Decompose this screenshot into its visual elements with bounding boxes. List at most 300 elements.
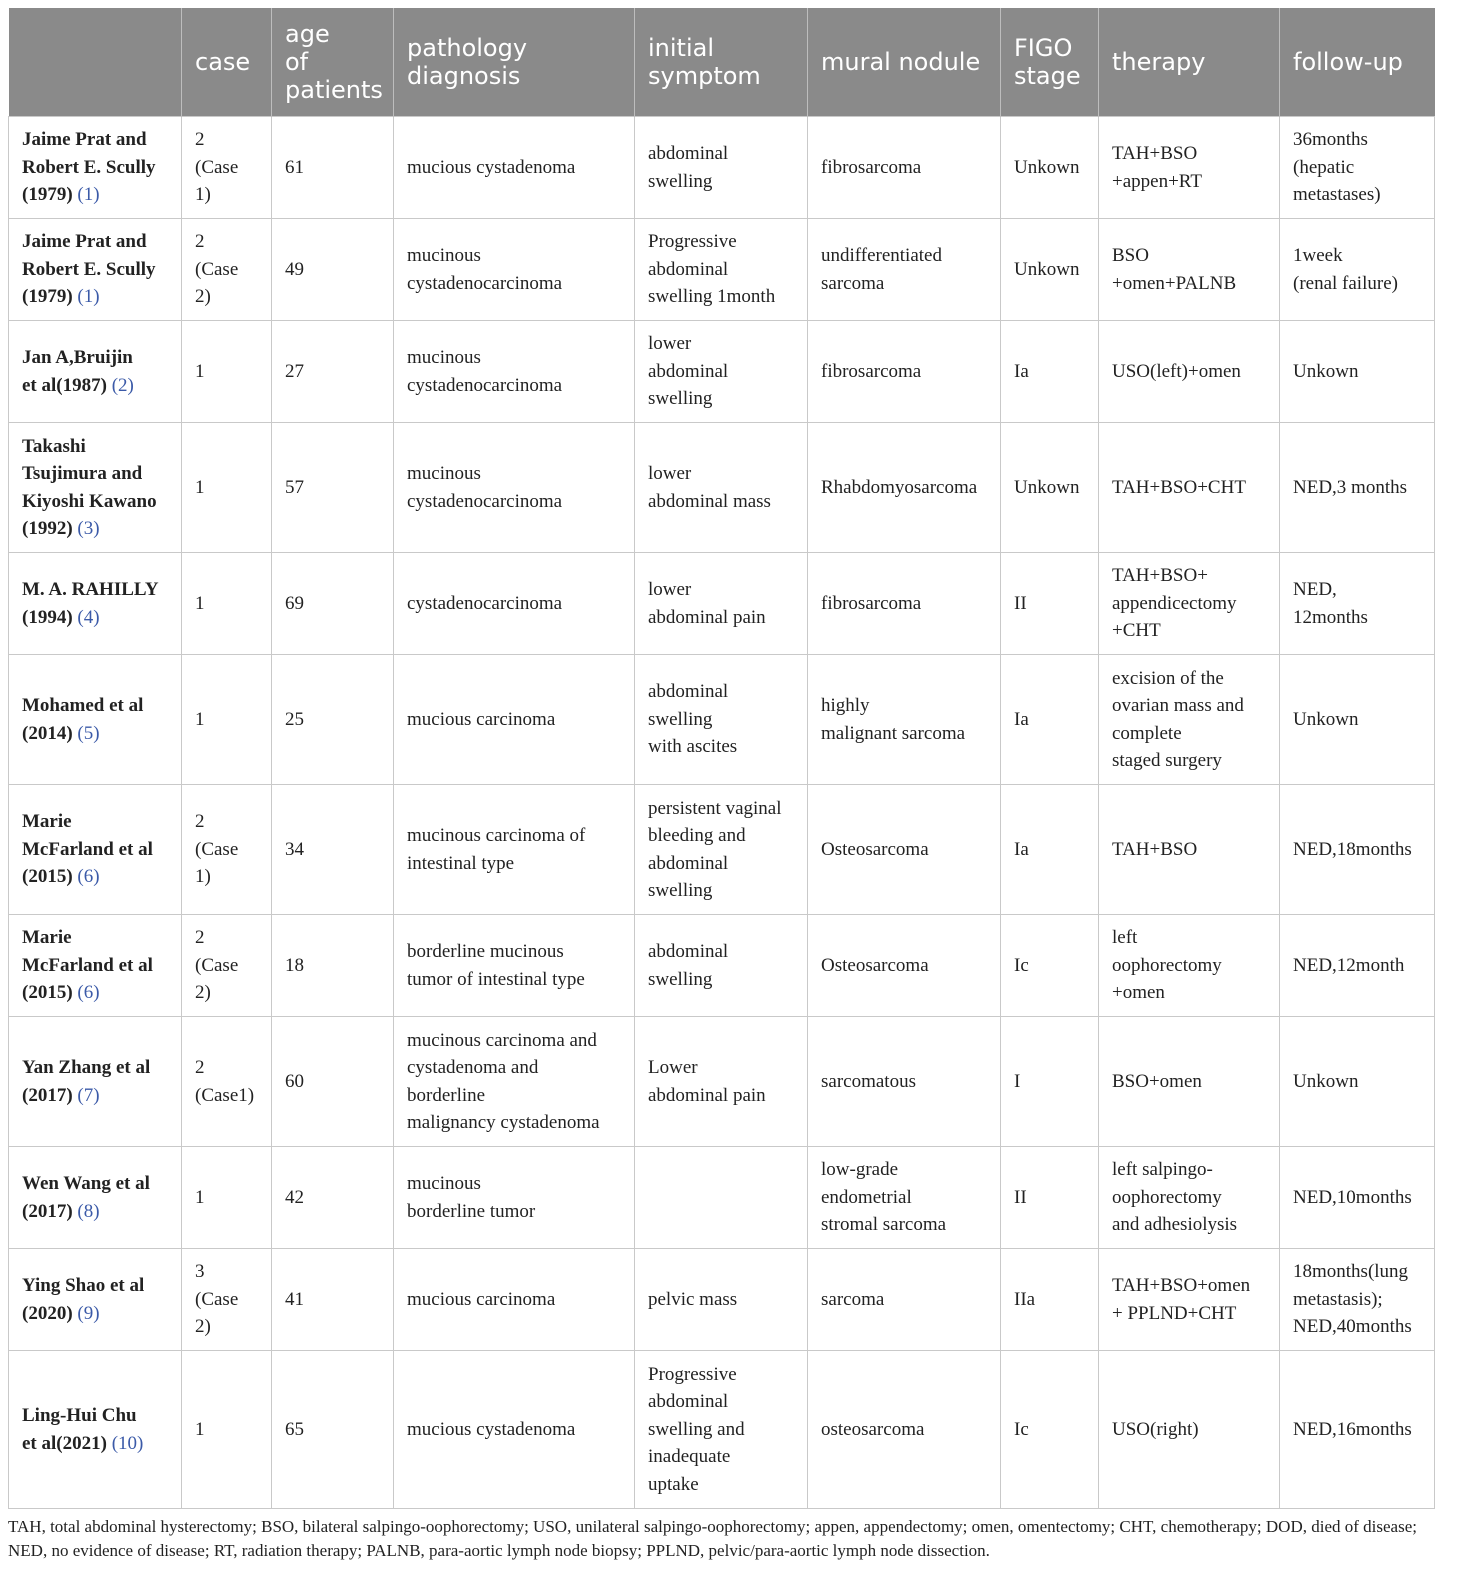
cell-text-line: 2: [195, 811, 205, 833]
cell-text-line: (renal failure): [1293, 272, 1398, 294]
cell-text-line: osteosarcoma: [821, 1418, 925, 1440]
cell-followup: [1280, 553, 1435, 655]
cell-pathology: [394, 915, 635, 1017]
study-text: et al(2021): [22, 1432, 112, 1454]
study-line: [22, 460, 168, 488]
cell-pathology: [394, 1249, 635, 1351]
cell-text-line: Progressive: [648, 1363, 737, 1385]
table-wrapper: [8, 8, 1434, 1563]
cell-text-line: 65: [285, 1418, 304, 1440]
cell-text-line: pelvic mass: [648, 1288, 738, 1310]
cell-text-line: mucinous: [407, 463, 481, 484]
cell-text-line: +CHT: [1112, 620, 1161, 642]
cell-text-line: cystadenocarcinoma: [407, 272, 563, 294]
table-row: [9, 1147, 1435, 1249]
cell-text-line: tumor of intestinal type: [407, 968, 585, 990]
cell-age: [272, 1017, 394, 1147]
study-line: [22, 1402, 168, 1430]
header-pathology: [394, 8, 635, 117]
cell-text-line: NED,10months: [1293, 1186, 1412, 1208]
study-line: [22, 808, 168, 836]
study-text: (1994): [22, 606, 78, 628]
cell-pathology: [394, 1351, 635, 1509]
cell-therapy: [1099, 1249, 1280, 1351]
study-line: [22, 228, 168, 256]
cell-text-line: mural nodule: [821, 48, 981, 76]
cell-study: [9, 785, 182, 915]
cell-text-line: abdominal: [648, 258, 729, 280]
cell-nodule: [808, 553, 1001, 655]
cell-age: [272, 915, 394, 1017]
cell-text-line: Ia: [1014, 838, 1029, 860]
cell-text-line: Unkown: [1293, 360, 1359, 382]
cell-text-line: 60: [285, 1070, 304, 1092]
cell-study: [9, 1147, 182, 1249]
cell-text-line: II: [1014, 1186, 1027, 1208]
reference-link[interactable]: (10): [111, 1432, 144, 1454]
cell-text-line: (Case1): [195, 1084, 255, 1106]
cell-text-line: sarcoma: [821, 272, 885, 294]
cell-figo: [1001, 1017, 1099, 1147]
cell-text-line: stromal sarcoma: [821, 1214, 947, 1236]
cell-age: [272, 1249, 394, 1351]
cell-text-line: 1: [195, 708, 205, 730]
study-line: [22, 1300, 168, 1328]
study-text: Jan A,Bruijin: [22, 347, 133, 368]
cell-case: [182, 785, 272, 915]
cell-text-line: 36months: [1293, 129, 1368, 151]
cell-text-line: stage: [1014, 62, 1081, 90]
reference-link[interactable]: (7): [77, 1084, 100, 1106]
study-text: (1992): [22, 518, 78, 539]
study-line: [22, 433, 168, 461]
cell-text-line: abdominal: [648, 143, 729, 164]
cell-text-line: 1: [195, 1186, 205, 1208]
cell-text-line: TAH+BSO: [1112, 838, 1198, 860]
cell-text-line: +appen+RT: [1112, 170, 1202, 192]
cell-text-line: intestinal type: [407, 852, 515, 874]
cell-figo: [1001, 219, 1099, 321]
cell-text-line: of: [285, 48, 309, 76]
header-nodule: [808, 8, 1001, 117]
cell-nodule: [808, 1147, 1001, 1249]
cell-text-line: NED,3 months: [1293, 476, 1407, 498]
table-row: [9, 655, 1435, 785]
cell-text-line: abdominal mass: [648, 490, 771, 512]
cell-text-line: Lower: [648, 1057, 698, 1078]
cell-therapy: [1099, 219, 1280, 321]
study-line: [22, 283, 168, 311]
table-row: [9, 1249, 1435, 1351]
study-text: Robert E. Scully: [22, 156, 156, 178]
cell-text-line: NED,16months: [1293, 1418, 1412, 1440]
cell-text-line: 41: [285, 1288, 304, 1310]
cell-text-line: 69: [285, 592, 304, 614]
cell-therapy: [1099, 1147, 1280, 1249]
cell-text-line: appendicectomy: [1112, 592, 1237, 614]
cell-text-line: malignant sarcoma: [821, 722, 966, 744]
cell-text-line: 1): [195, 184, 211, 206]
study-text: Wen Wang et al: [22, 1173, 150, 1194]
cell-case: [182, 321, 272, 423]
header-age: [272, 8, 394, 117]
cell-text-line: 3: [195, 1261, 205, 1283]
cell-text-line: abdominal: [648, 681, 729, 703]
cell-text-line: NED,: [1293, 579, 1337, 600]
cell-text-line: cystadenocarcinoma: [407, 490, 563, 512]
cell-text-line: 1: [195, 360, 205, 382]
cell-text-line: fibrosarcoma: [821, 156, 922, 178]
cell-nodule: [808, 915, 1001, 1017]
reference-link[interactable]: (8): [77, 1200, 100, 1222]
cell-figo: [1001, 655, 1099, 785]
study-text: Takashi: [22, 435, 86, 457]
cell-age: [272, 785, 394, 915]
cell-case: [182, 1017, 272, 1147]
reference-link[interactable]: (5): [77, 722, 100, 744]
cell-text-line: (Case: [195, 258, 239, 280]
cell-case: [182, 1249, 272, 1351]
cell-text-line: BSO+omen: [1112, 1070, 1202, 1092]
cell-text-line: lower: [648, 333, 692, 355]
study-line: [22, 488, 168, 516]
study-text: Jaime Prat and: [22, 129, 147, 151]
cell-text-line: ovarian mass and: [1112, 695, 1244, 716]
cell-therapy: [1099, 915, 1280, 1017]
study-line: [22, 256, 168, 284]
cell-nodule: [808, 423, 1001, 553]
reference-link[interactable]: (3): [77, 518, 100, 539]
study-text: Marie: [22, 811, 72, 833]
cell-text-line: diagnosis: [407, 62, 521, 90]
cell-text-line: (hepatic: [1293, 156, 1355, 178]
cell-study: [9, 219, 182, 321]
reference-link[interactable]: (1): [77, 286, 100, 308]
reference-link[interactable]: (6): [77, 866, 100, 888]
cell-text-line: persistent vaginal: [648, 797, 782, 819]
cell-text-line: FIGO: [1014, 34, 1073, 62]
cell-figo: [1001, 321, 1099, 423]
cell-case: [182, 915, 272, 1017]
study-text: et al(1987): [22, 374, 112, 396]
cell-pathology: [394, 655, 635, 785]
header-figo: [1001, 8, 1099, 117]
cell-text-line: mucinous: [407, 245, 481, 266]
table-row: [9, 915, 1435, 1017]
cell-nodule: [808, 117, 1001, 219]
cell-symptom: [635, 1017, 808, 1147]
cell-text-line: excision of the: [1112, 667, 1224, 689]
cell-text-line: 1week: [1293, 245, 1343, 266]
cell-text-line: swelling: [648, 880, 713, 901]
cell-text-line: 2: [195, 129, 205, 151]
header-therapy: [1099, 8, 1280, 117]
cell-text-line: mucious cystadenoma: [407, 1418, 576, 1440]
cell-text-line: bleeding and: [648, 825, 746, 846]
study-text: (2017): [22, 1200, 78, 1222]
cell-text-line: Ia: [1014, 708, 1029, 730]
study-line: [22, 604, 168, 632]
cell-text-line: left salpingo-: [1112, 1159, 1213, 1181]
cell-text-line: undifferentiated: [821, 245, 942, 266]
cell-text-line: age: [285, 20, 330, 48]
study-text: (1979): [22, 184, 78, 206]
cell-text-line: Osteosarcoma: [821, 838, 929, 860]
study-line: [22, 576, 168, 604]
table-row: [9, 321, 1435, 423]
cell-text-line: NED,18months: [1293, 838, 1412, 860]
cell-case: [182, 219, 272, 321]
cell-text-line: mucinous: [407, 347, 481, 368]
cell-followup: [1280, 117, 1435, 219]
cell-text-line: TAH+BSO+CHT: [1112, 476, 1246, 498]
cell-text-line: 61: [285, 156, 304, 178]
header-symptom: [635, 8, 808, 117]
reference-link[interactable]: (6): [77, 982, 100, 1004]
cell-text-line: patients: [285, 76, 383, 104]
cell-text-line: malignancy cystadenoma: [407, 1112, 600, 1133]
study-line: [22, 1272, 168, 1300]
cell-text-line: sarcoma: [821, 1288, 885, 1310]
cell-study: [9, 1017, 182, 1147]
study-line: [22, 126, 168, 154]
cell-figo: [1001, 1249, 1099, 1351]
cell-figo: [1001, 785, 1099, 915]
cell-text-line: with ascites: [648, 736, 738, 758]
cell-text-line: metastasis);: [1293, 1288, 1383, 1310]
cell-age: [272, 423, 394, 553]
cell-figo: [1001, 915, 1099, 1017]
reference-link[interactable]: (1): [77, 184, 100, 206]
cell-age: [272, 219, 394, 321]
cell-text-line: inadequate: [648, 1446, 731, 1468]
cell-followup: [1280, 1147, 1435, 1249]
study-line: [22, 1170, 168, 1198]
cell-text-line: Unkown: [1293, 1070, 1359, 1092]
cell-text-line: metastases): [1293, 184, 1381, 206]
cell-text-line: 2: [195, 231, 205, 253]
cell-text-line: 2): [195, 982, 211, 1004]
cell-therapy: [1099, 553, 1280, 655]
study-text: McFarland et al: [22, 838, 153, 860]
study-text: M. A. RAHILLY: [22, 579, 159, 600]
cell-text-line: and adhesiolysis: [1112, 1214, 1238, 1236]
cell-case: [182, 117, 272, 219]
cell-therapy: [1099, 785, 1280, 915]
cell-age: [272, 553, 394, 655]
cell-text-line: left: [1112, 927, 1138, 949]
study-line: [22, 692, 168, 720]
study-text: Kiyoshi Kawano: [22, 490, 157, 512]
cell-text-line: I: [1014, 1070, 1021, 1092]
cell-followup: [1280, 1249, 1435, 1351]
cell-pathology: [394, 1147, 635, 1249]
cell-followup: [1280, 1017, 1435, 1147]
cell-followup: [1280, 219, 1435, 321]
cell-text-line: 49: [285, 258, 304, 280]
cell-text-line: + PPLND+CHT: [1112, 1302, 1237, 1324]
cell-symptom: [635, 219, 808, 321]
cell-symptom: [635, 117, 808, 219]
table-body: [9, 117, 1435, 1509]
cell-age: [272, 655, 394, 785]
study-text: (2015): [22, 866, 78, 888]
cell-text-line: 57: [285, 476, 304, 498]
reference-link[interactable]: (9): [77, 1302, 100, 1324]
study-line: [22, 181, 168, 209]
cell-text-line: fibrosarcoma: [821, 592, 922, 614]
cell-text-line: Ic: [1014, 1418, 1029, 1440]
cell-symptom: [635, 1147, 808, 1249]
cell-study: [9, 553, 182, 655]
cell-pathology: [394, 785, 635, 915]
cell-study: [9, 655, 182, 785]
cell-text-line: USO(right): [1112, 1418, 1199, 1440]
cell-text-line: Osteosarcoma: [821, 954, 929, 976]
cell-followup: [1280, 423, 1435, 553]
cell-text-line: (Case: [195, 954, 239, 976]
cell-study: [9, 423, 182, 553]
study-line: [22, 836, 168, 864]
study-line: [22, 863, 168, 891]
reference-link[interactable]: (4): [77, 606, 100, 628]
table-header-row: [9, 8, 1435, 117]
cell-text-line: oophorectomy: [1112, 954, 1222, 976]
cell-text-line: (Case: [195, 156, 239, 178]
cell-text-line: Unkown: [1014, 258, 1080, 280]
reference-link[interactable]: (2): [111, 374, 134, 396]
header-followup: [1280, 8, 1435, 117]
cell-text-line: abdominal: [648, 941, 729, 962]
case-review-table: [8, 8, 1435, 1509]
cell-text-line: initial: [648, 34, 714, 62]
header-study: [9, 8, 182, 117]
cell-text-line: NED,12month: [1293, 954, 1405, 976]
cell-text-line: abdominal pain: [648, 1084, 766, 1106]
cell-text-line: abdominal: [648, 852, 729, 874]
table-row: [9, 219, 1435, 321]
cell-text-line: lower: [648, 463, 692, 484]
cell-therapy: [1099, 1351, 1280, 1509]
cell-therapy: [1099, 321, 1280, 423]
cell-text-line: II: [1014, 592, 1027, 614]
study-text: McFarland et al: [22, 954, 153, 976]
cell-case: [182, 1351, 272, 1509]
cell-nodule: [808, 219, 1001, 321]
cell-followup: [1280, 1351, 1435, 1509]
cell-symptom: [635, 423, 808, 553]
table-row: [9, 1017, 1435, 1147]
cell-text-line: abdominal pain: [648, 606, 766, 628]
study-text: Ying Shao et al: [22, 1275, 145, 1296]
cell-symptom: [635, 321, 808, 423]
cell-symptom: [635, 655, 808, 785]
cell-figo: [1001, 553, 1099, 655]
study-text: Robert E. Scully: [22, 258, 156, 280]
cell-therapy: [1099, 1017, 1280, 1147]
table-row: [9, 117, 1435, 219]
cell-text-line: 18: [285, 954, 304, 976]
study-line: [22, 720, 168, 748]
cell-therapy: [1099, 117, 1280, 219]
cell-text-line: case: [195, 48, 251, 76]
cell-text-line: 2): [195, 1316, 211, 1338]
study-text: (2014): [22, 722, 78, 744]
cell-text-line: borderline: [407, 1084, 486, 1106]
study-line: [22, 1430, 168, 1458]
cell-nodule: [808, 1351, 1001, 1509]
cell-text-line: Ia: [1014, 360, 1029, 382]
cell-study: [9, 915, 182, 1017]
cell-symptom: [635, 553, 808, 655]
table-footnote: TAH, total abdominal hysterectomy; BSO, bilateral salpingo-oophorectomy; USO, unilateral salpingo-oophorectomy; appen, appendectomy; omen, omentectomy; CHT, chemotherapy; DOD, died of disease; NED, no evidence of disease; RT, radiation therapy; PALNB, para-aortic lymph node biopsy; PPLND, pelvic/para-aortic lymph node dissection.: [8, 1517, 1417, 1560]
cell-text-line: endometrial: [821, 1186, 912, 1208]
study-line: [22, 1054, 168, 1082]
cell-pathology: [394, 219, 635, 321]
cell-nodule: [808, 655, 1001, 785]
cell-therapy: [1099, 655, 1280, 785]
study-line: [22, 1082, 168, 1110]
cell-text-line: swelling and: [648, 1418, 745, 1440]
cell-text-line: USO(left)+omen: [1112, 360, 1241, 382]
cell-nodule: [808, 785, 1001, 915]
study-text: Ling-Hui Chu: [22, 1405, 137, 1426]
cell-text-line: 2: [195, 927, 205, 949]
cell-figo: [1001, 117, 1099, 219]
cell-text-line: mucinous carcinoma of: [407, 825, 586, 846]
cell-text-line: 42: [285, 1186, 304, 1208]
cell-text-line: mucinous carcinoma and: [407, 1029, 597, 1051]
cell-text-line: NED,40months: [1293, 1316, 1412, 1338]
cell-followup: [1280, 915, 1435, 1017]
cell-case: [182, 553, 272, 655]
cell-case: [182, 1147, 272, 1249]
cell-pathology: [394, 1017, 635, 1147]
cell-followup: [1280, 655, 1435, 785]
cell-text-line: swelling 1month: [648, 286, 776, 308]
cell-followup: [1280, 785, 1435, 915]
cell-pathology: [394, 321, 635, 423]
cell-nodule: [808, 321, 1001, 423]
cell-text-line: mucious carcinoma: [407, 1288, 556, 1310]
cell-age: [272, 1351, 394, 1509]
cell-nodule: [808, 1249, 1001, 1351]
cell-text-line: Unkown: [1014, 156, 1080, 178]
cell-text-line: complete: [1112, 722, 1182, 744]
cell-text-line: uptake: [648, 1473, 699, 1495]
cell-study: [9, 1249, 182, 1351]
study-text: Yan Zhang et al: [22, 1057, 151, 1078]
cell-text-line: Ic: [1014, 954, 1029, 976]
cell-text-line: 27: [285, 360, 304, 382]
cell-pathology: [394, 423, 635, 553]
cell-text-line: 1: [195, 592, 205, 614]
study-text: Tsujimura and: [22, 463, 143, 484]
cell-nodule: [808, 1017, 1001, 1147]
study-text: (2017): [22, 1084, 78, 1106]
cell-text-line: cystadenocarcinoma: [407, 592, 563, 614]
cell-text-line: IIa: [1014, 1288, 1036, 1310]
cell-text-line: 34: [285, 838, 304, 860]
cell-text-line: swelling: [648, 708, 713, 730]
cell-case: [182, 423, 272, 553]
cell-text-line: 1: [195, 1418, 205, 1440]
cell-symptom: [635, 915, 808, 1017]
cell-text-line: borderline tumor: [407, 1200, 536, 1222]
cell-followup: [1280, 321, 1435, 423]
cell-text-line: +omen: [1112, 982, 1165, 1004]
table-row: [9, 553, 1435, 655]
